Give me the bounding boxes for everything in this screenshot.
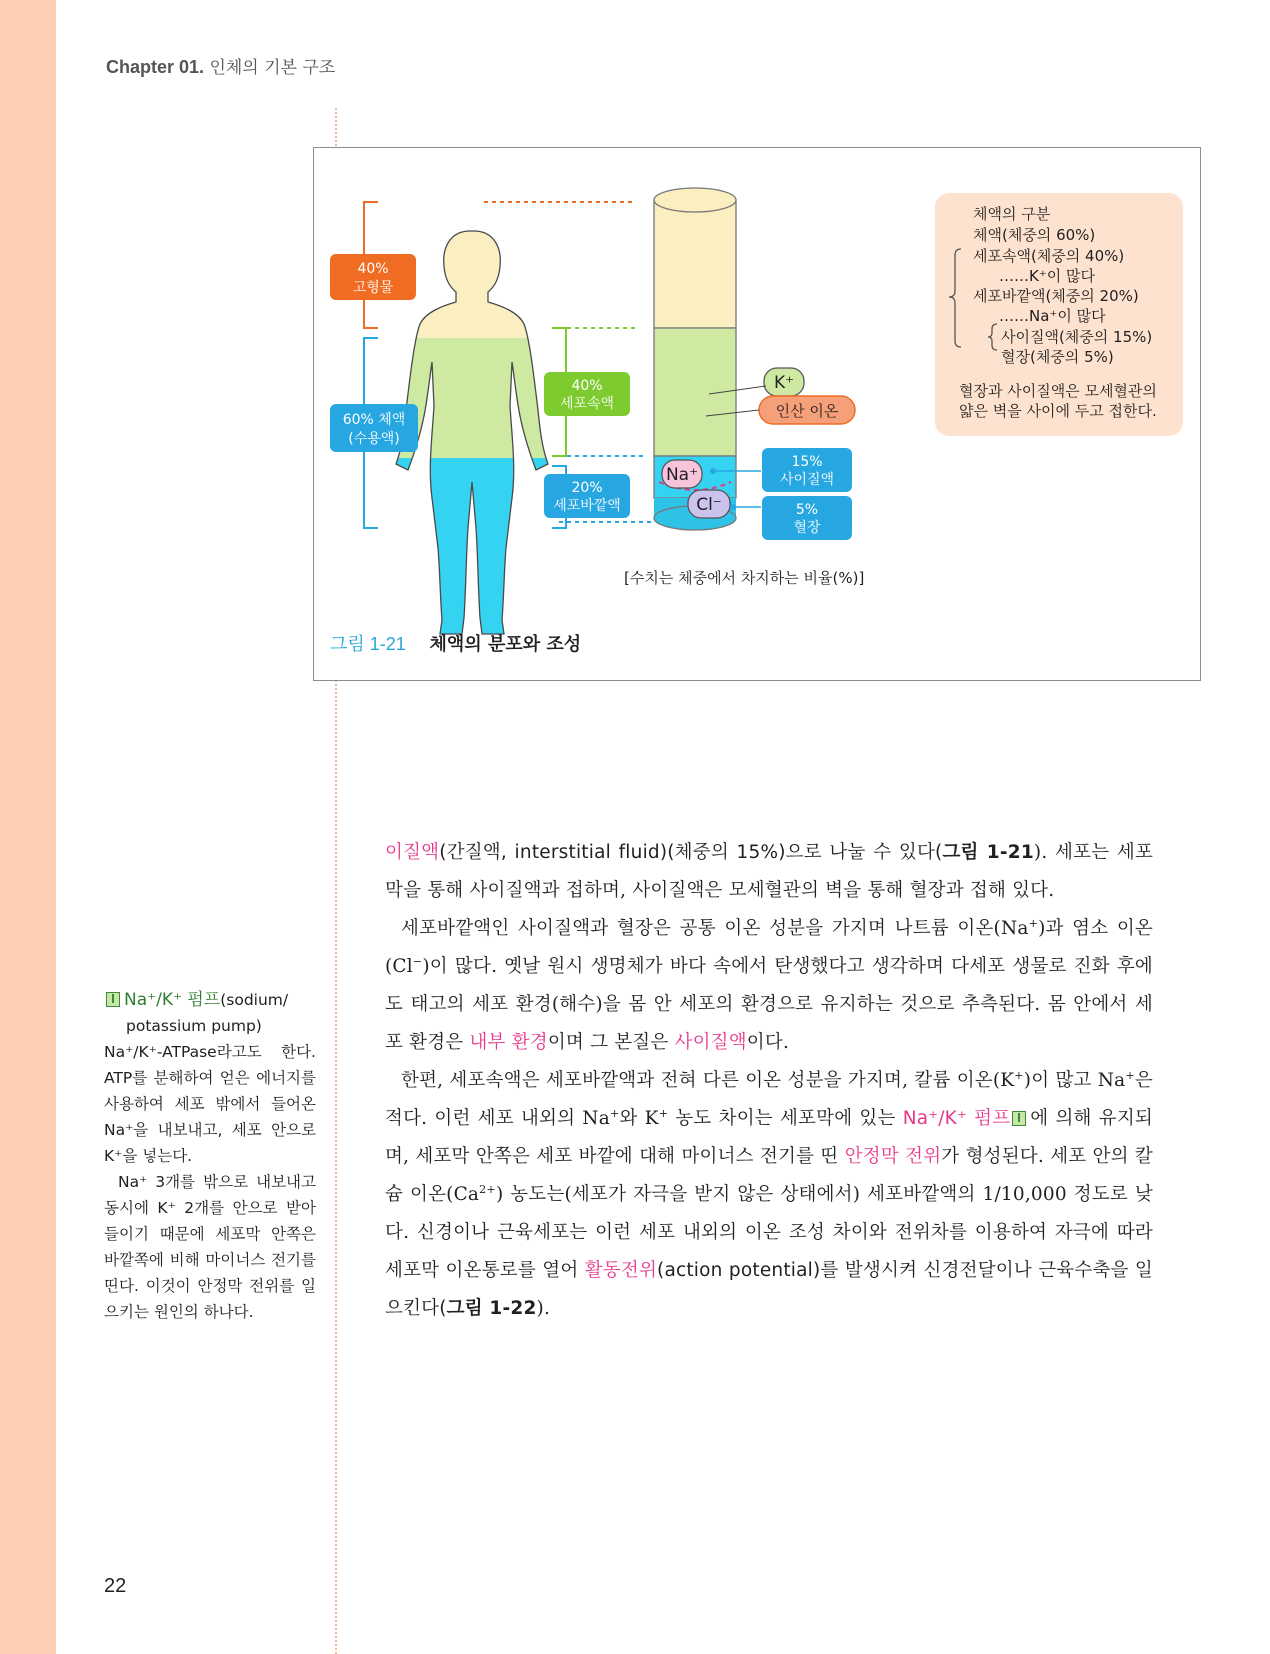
text-run: 이다. bbox=[746, 1032, 790, 1053]
sidenote-subtitle: potassium pump) bbox=[126, 1017, 262, 1035]
text-run: )과 염소 이온(Cl bbox=[385, 918, 1153, 977]
text-run: ). bbox=[536, 1298, 551, 1319]
margin-strip bbox=[0, 0, 56, 1654]
text-run: (action potential)를 발생시켜 신경전달이나 근육수축을 일으킨다( bbox=[385, 1260, 1154, 1319]
solids-label bbox=[330, 254, 416, 300]
caption-number: 그림 1-21 bbox=[330, 634, 406, 654]
text-run: 은 적다. 이런 세포 내외의 Na bbox=[385, 1070, 1153, 1129]
page-number: 22 bbox=[104, 1575, 127, 1597]
svg-text:사이질액: 사이질액 bbox=[779, 472, 835, 488]
figure-caption bbox=[330, 630, 581, 656]
legend-line: ……Na⁺이 많다 bbox=[999, 307, 1106, 325]
text-run: 에 의해 유지되며, 세포막 안쪽은 세포 바깥에 대해 마이너스 전기를 띤 bbox=[385, 1108, 1153, 1167]
superscript: 2+ bbox=[479, 1182, 496, 1196]
legend-box bbox=[935, 193, 1183, 436]
sidenote-heading bbox=[104, 987, 316, 1013]
sidenote-title-en: (sodium/ bbox=[220, 991, 289, 1009]
sidenote-paragraph: Na⁺/K⁺-ATPase라고도 한다. ATP를 분해하여 얻은 에너지를 사용하여 세포 밖에서 들어온 Na⁺을 내보내고, 세포 안으로 K⁺을 넣는다. bbox=[104, 1043, 316, 1165]
term-internal-environment: 내부 환경 bbox=[469, 1032, 548, 1053]
cl-ion-bubble bbox=[688, 490, 730, 518]
svg-text:혈장: 혈장 bbox=[793, 520, 821, 536]
figure-ref: 그림 1-21 bbox=[942, 842, 1034, 863]
paragraph bbox=[385, 910, 1153, 1062]
text-run: 와 K bbox=[619, 1108, 659, 1129]
term-action-potential: 활동전위 bbox=[584, 1260, 658, 1281]
text-run: ) 농도는(세포가 자극을 받지 않은 상태에서) 세포바깥액의 1/10,000 정도로 낮다. 신경이나 근육세포는 이런 세포 내외의 이온 조성 차이와 전위차를 이용하여 자극에 따라 세포막 이온통로를 열어 bbox=[385, 1184, 1154, 1281]
sidenote-paragraph: Na⁺ 3개를 밖으로 내보내고 동시에 K⁺ 2개를 안으로 받아들이기 때문에 세포막 안쪽은 바깥쪽에 비해 마이너스 전기를 띤다. 이것이 안정막 전위를 일으키는 원인의 하나다. bbox=[104, 1173, 316, 1321]
svg-text:5%: 5% bbox=[795, 502, 819, 518]
svg-text:세포바깥액: 세포바깥액 bbox=[553, 498, 621, 514]
superscript: + bbox=[1014, 1068, 1024, 1082]
superscript: + bbox=[658, 1106, 669, 1120]
text-run: )이 많다. 옛날 원시 생명체가 바다 속에서 탄생했다고 생각하며 다세포 생물로 진화 후에도 태고의 세포 환경(해수)을 몸 안 세포의 환경으로 유지하는 것으로 추측된다. 몸 안에서 세포 환경은 bbox=[385, 956, 1153, 1053]
svg-text:20%: 20% bbox=[571, 480, 603, 496]
interstitial-label bbox=[762, 448, 852, 492]
legend-line: 체액(체중의 60%) bbox=[973, 226, 1096, 244]
legend-line: 혈장과 사이질액은 모세혈관의 bbox=[959, 382, 1157, 400]
figure-ref: 그림 1-22 bbox=[446, 1298, 537, 1319]
legend-line: 얇은 벽을 사이에 두고 접한다. bbox=[959, 402, 1157, 420]
superscript: + bbox=[609, 1106, 620, 1120]
svg-text:Na⁺: Na⁺ bbox=[665, 465, 699, 485]
legend-line: 세포바깥액(체중의 20%) bbox=[973, 287, 1139, 305]
text-run: (간질액, interstitial fluid)(체중의 15%)으로 나눌 수 있다( bbox=[439, 842, 943, 863]
svg-text:Cl⁻: Cl⁻ bbox=[696, 495, 722, 515]
k-ion-bubble bbox=[764, 368, 804, 396]
chapter-number: Chapter 01. bbox=[106, 57, 205, 77]
term-na-k-pump[interactable]: Na⁺/K⁺ 펌프 bbox=[902, 1108, 1011, 1129]
superscript: + bbox=[1125, 1068, 1135, 1082]
text-run: 가 형성된다. 세포 안의 칼슘 이온(Ca bbox=[385, 1146, 1154, 1205]
legend-line: 체액의 구분 bbox=[973, 205, 1051, 223]
text-run: ). 세포는 세포막을 통해 사이질액과 접하며, 사이질액은 모세혈관의 벽을 통해 혈장과 접해 있다. bbox=[385, 842, 1154, 901]
term-interstitial: 이질액 bbox=[385, 842, 440, 863]
svg-text:40%: 40% bbox=[571, 378, 603, 394]
book-icon bbox=[106, 992, 120, 1007]
svg-text:인산 이온: 인산 이온 bbox=[775, 402, 839, 420]
svg-text:40%: 40% bbox=[357, 261, 389, 277]
svg-text:15%: 15% bbox=[791, 454, 823, 470]
chapter-header bbox=[106, 53, 335, 78]
term-interstitial-fluid: 사이질액 bbox=[674, 1032, 747, 1053]
svg-text:K⁺: K⁺ bbox=[773, 373, 795, 393]
legend-line: ……K⁺이 많다 bbox=[999, 267, 1095, 285]
svg-text:60% 체액: 60% 체액 bbox=[342, 412, 406, 428]
caption-title: 체액의 분포와 조성 bbox=[429, 634, 582, 655]
text-run: 세포바깥액인 사이질액과 혈장은 공통 이온 성분을 가지며 나트륨 이온(Na bbox=[401, 918, 1029, 939]
legend-line: 사이질액(체중의 15%) bbox=[1001, 328, 1153, 346]
text-run: 농도 차이는 세포막에 있는 bbox=[668, 1108, 903, 1129]
legend-line: 세포속액(체중의 40%) bbox=[973, 247, 1125, 265]
figure-note: [수치는 체중에서 차지하는 비율(%)] bbox=[624, 569, 865, 587]
plasma-label bbox=[762, 496, 852, 540]
body-fluid-label bbox=[330, 404, 418, 452]
superscript: + bbox=[1028, 916, 1039, 930]
body-text bbox=[385, 834, 1153, 1328]
icf-label bbox=[544, 372, 630, 416]
legend-line: 혈장(체중의 5%) bbox=[1001, 348, 1114, 366]
ecf-label bbox=[544, 474, 630, 518]
text-run: )이 많고 Na bbox=[1023, 1070, 1126, 1091]
svg-text:(수용액): (수용액) bbox=[348, 431, 400, 447]
sidenote bbox=[104, 987, 316, 1325]
sidenote-title: Na⁺/K⁺ 펌프 bbox=[124, 990, 221, 1010]
svg-text:고형물: 고형물 bbox=[352, 280, 394, 296]
svg-text:세포속액: 세포속액 bbox=[559, 396, 615, 412]
paragraph bbox=[385, 1062, 1153, 1328]
paragraph bbox=[385, 834, 1153, 910]
superscript: − bbox=[412, 954, 423, 968]
book-icon[interactable] bbox=[1012, 1111, 1026, 1126]
text-run: 한편, 세포속액은 세포바깥액과 전혀 다른 이온 성분을 가지며, 칼륨 이온(K bbox=[401, 1070, 1015, 1091]
term-resting-potential: 안정막 전위 bbox=[844, 1146, 942, 1167]
phosphate-label bbox=[759, 396, 855, 424]
chapter-title: 인체의 기본 구조 bbox=[209, 58, 336, 78]
text-run: 이며 그 본질은 bbox=[547, 1032, 675, 1053]
na-ion-bubble bbox=[662, 460, 702, 488]
